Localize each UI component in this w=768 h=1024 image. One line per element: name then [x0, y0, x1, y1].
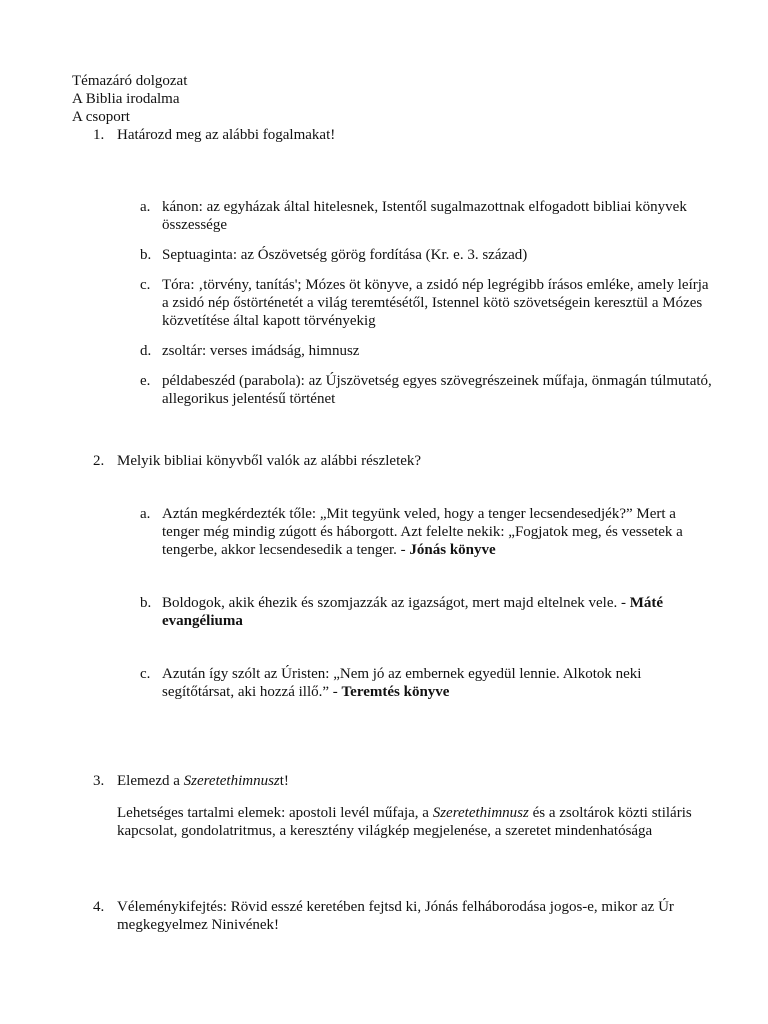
list-item-text: példabeszéd (parabola): az Újszövetség egyes szövegrészeinek műfaja, önmagán túlmutató, allegorikus jelentésű történet: [162, 373, 712, 407]
definition-list: [72, 198, 712, 408]
list-letter: a.: [140, 506, 151, 522]
question-number: 4.: [93, 899, 105, 915]
list-item-text: Septuaginta: az Ószövetség görög fordítása (Kr. e. 3. század): [162, 247, 528, 263]
quote-text: Azután így szólt az Úristen: „Nem jó az embernek egyedül lennie. Alkotok neki segítőtársat, aki hozzá illő.” -: [162, 666, 642, 700]
question-text: Véleménykifejtés: Rövid esszé keretében fejtsd ki, Jónás felháborodása jogos-e, mikor az Úr megkegyelmez Ninivének!: [117, 899, 674, 933]
list-item: [72, 276, 712, 330]
list-item: [72, 198, 712, 234]
list-item-text: kánon: az egyházak által hitelesnek, Istentől sugalmazottnak elfogadott bibliai könyvek összessége: [162, 199, 687, 233]
list-letter: e.: [140, 373, 151, 389]
list-letter: b.: [140, 247, 152, 263]
list-letter: c.: [140, 277, 151, 293]
question-1: [72, 126, 712, 144]
quote-list: [72, 505, 712, 701]
list-letter: a.: [140, 199, 151, 215]
quote-answer: Teremtés könyve: [341, 684, 450, 700]
list-item: [72, 372, 712, 408]
list-letter: d.: [140, 343, 152, 359]
question-number: 3.: [93, 773, 105, 789]
list-item-text: zsoltár: verses imádság, himnusz: [162, 343, 360, 359]
list-item: [72, 594, 712, 630]
list-letter: c.: [140, 666, 151, 682]
list-item-text: Tóra: ‚törvény, tanítás'; Mózes öt könyve, a zsidó nép legrégibb írásos emléke, amely leírja a zsidó nép őstörténetét a világ teremtésétől, Istennel kötö szövetségein keresztül a Mózes közvetítése által kapott törvényekig: [162, 277, 709, 329]
list-item: [72, 505, 712, 559]
question-number: 1.: [93, 127, 105, 143]
quote-answer: Máté evangéliuma: [162, 595, 664, 629]
question-text: Elemezd a Szeretethimnuszt!: [117, 773, 289, 789]
question-3: [72, 772, 712, 790]
document-title: Témazáró dolgozat: [72, 73, 188, 89]
quote-text: Boldogok, akik éhezik és szomjazzák az igazságot, mert majd eltelnek vele. -: [162, 595, 630, 611]
list-item: [72, 342, 712, 360]
list-letter: b.: [140, 595, 152, 611]
quote-text: Aztán megkérdezték tőle: „Mit tegyünk veled, hogy a tenger lecsendesedjék?” Mert a tenger még mindig zúgott és háborgott. Azt felelte nekik: „Fogjatok meg, és vessetek a tengerbe, akkor lecsendesedik a tenger. -: [162, 506, 683, 558]
document-group: A csoport: [72, 109, 130, 125]
document-subject: A Biblia irodalma: [72, 91, 180, 107]
question-2: [72, 452, 712, 470]
quote-answer: Jónás könyve: [409, 542, 496, 558]
question-4: [72, 898, 712, 934]
question-number: 2.: [93, 453, 105, 469]
question-text: Határozd meg az alábbi fogalmakat!: [117, 127, 336, 143]
question-3-answer: Lehetséges tartalmi elemek: apostoli levél műfaja, a Szeretethimnusz és a zsoltárok közti stiláris kapcsolat, gondolatritmus, a keresztény világkép megjelenése, a szeretet mindenhatósága: [117, 805, 692, 839]
list-item: [72, 665, 712, 701]
list-item: [72, 246, 712, 264]
exam-document: [72, 72, 712, 934]
question-text: Melyik bibliai könyvből valók az alábbi részletek?: [117, 453, 422, 469]
